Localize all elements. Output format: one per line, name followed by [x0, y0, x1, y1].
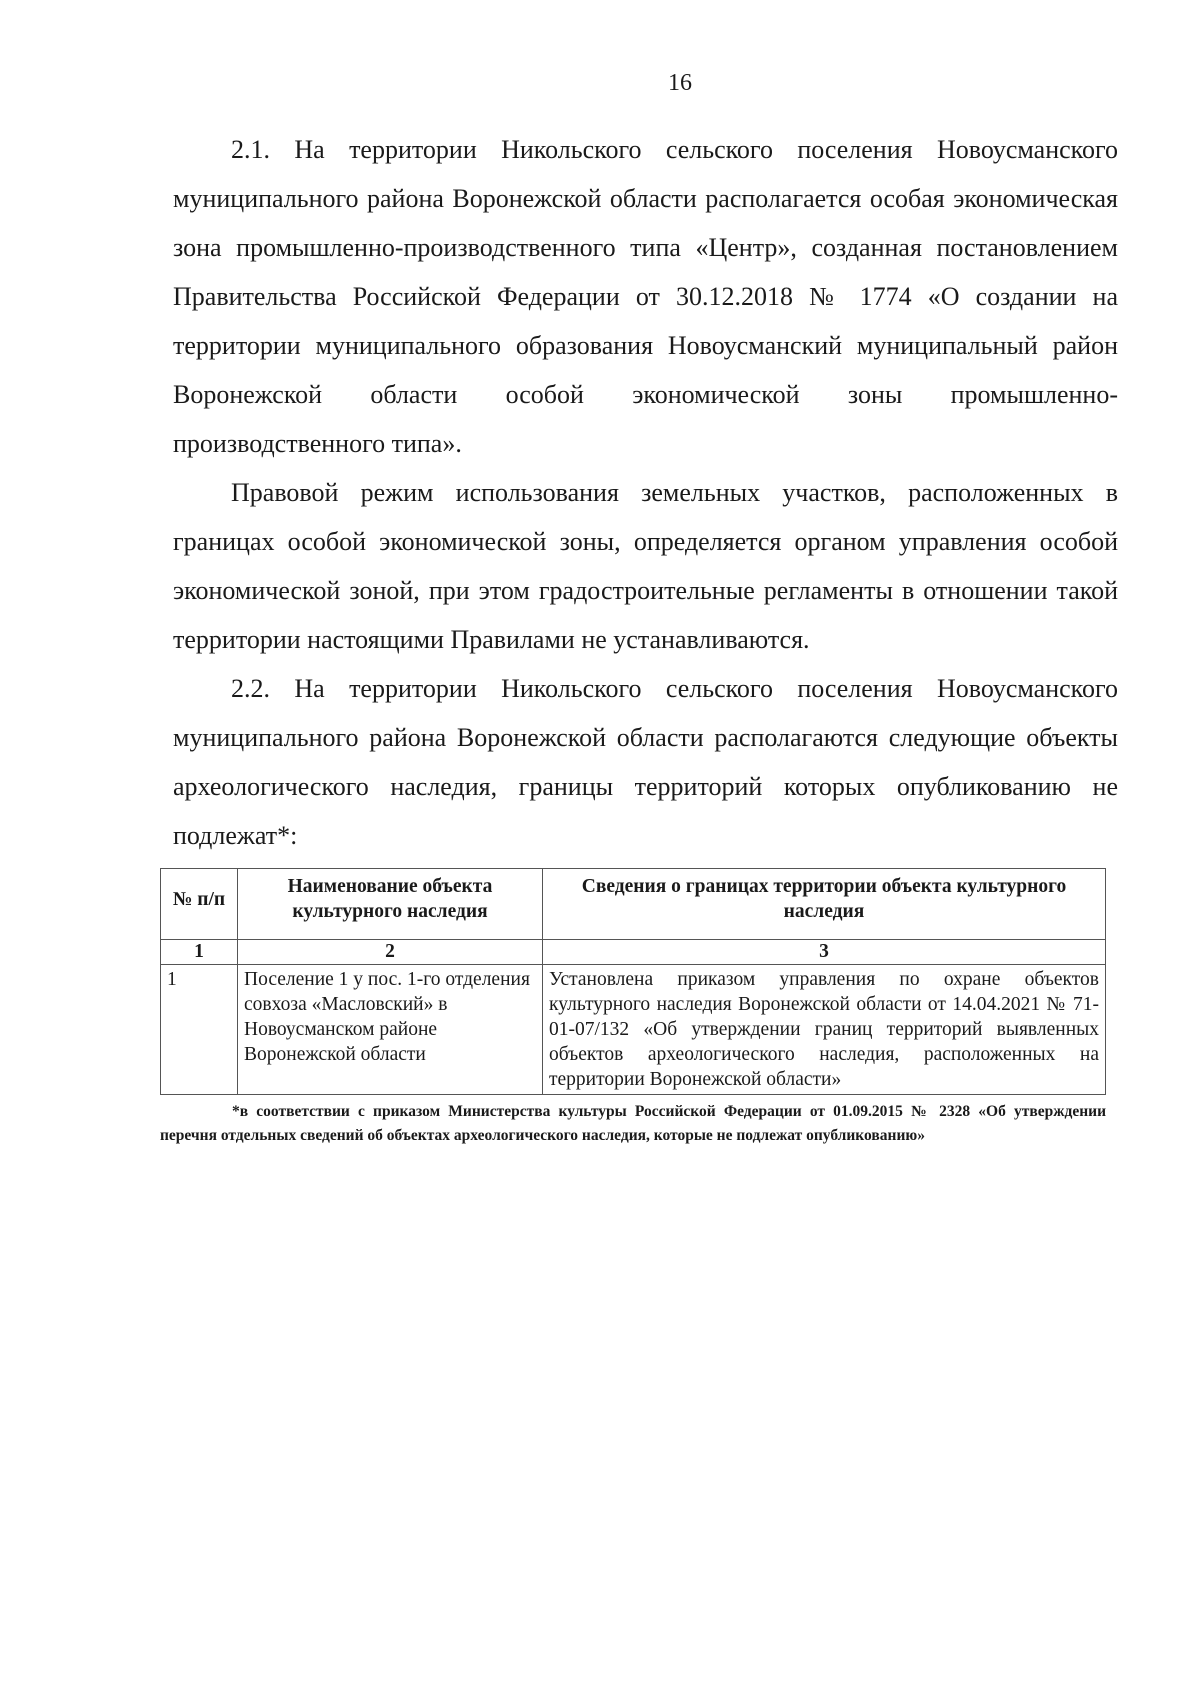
header-object-name: Наименование объекта культурного наследия — [238, 869, 543, 940]
paragraph-legal-regime: Правовой режим использования земельных участков, расположенных в границах особой экономической зоны, определяется органом управления особой экономической зоной, при этом градостроительные регламенты в отношении такой территории настоящими Правилами не устанавливаются. — [173, 478, 1118, 654]
row-num: 1 — [161, 965, 238, 1095]
column-number-3: 3 — [543, 940, 1106, 965]
table-row — [161, 965, 1106, 1095]
paragraph-2-2: 2.2. На территории Никольского сельского поселения Новоусманского муниципального района Воронежской области располагаются следующие объекты археологического наследия, границы территорий которых опубликованию не подлежат*: — [173, 674, 1118, 850]
table-header-row — [161, 869, 1106, 940]
heritage-table-wrapper — [160, 868, 1106, 1095]
document-body — [160, 125, 1118, 1148]
header-territory-info: Сведения о границах территории объекта культурного наследия — [543, 869, 1106, 940]
header-num: № п/п — [161, 869, 238, 940]
paragraph-2-1: 2.1. На территории Никольского сельского поселения Новоусманского муниципального района Воронежской области располагается особая экономическая зона промышленно-производственного типа «Центр», созданная постановлением Правительства Российской Федерации от 30.12.2018 № 1774 «О создании на территории муниципального образования Новоусманский муниципальный район Воронежской области особой экономической зоны промышленно-производственного типа». — [173, 135, 1118, 458]
page-number: 16 — [668, 70, 692, 96]
column-number-1: 1 — [161, 940, 238, 965]
column-number-2: 2 — [238, 940, 543, 965]
footnote: *в соответствии с приказом Министерства культуры Российской Федерации от 01.09.2015 № 2328 «Об утверждении перечня отдельных сведений об объектах археологического наследия, которые не подлежат опубликованию» — [160, 1103, 1106, 1144]
row-territory-info: Установлена приказом управления по охране объектов культурного наследия Воронежской области от 14.04.2021 № 71-01-07/132 «Об утверждении границ территорий выявленных объектов археологического наследия, расположенных на территории Воронежской области» — [543, 965, 1106, 1095]
row-object-name: Поселение 1 у пос. 1-го отделения совхоза «Масловский» в Новоусманском районе Воронежской области — [238, 965, 543, 1095]
column-number-row — [161, 940, 1106, 965]
heritage-objects-table — [160, 868, 1106, 1095]
